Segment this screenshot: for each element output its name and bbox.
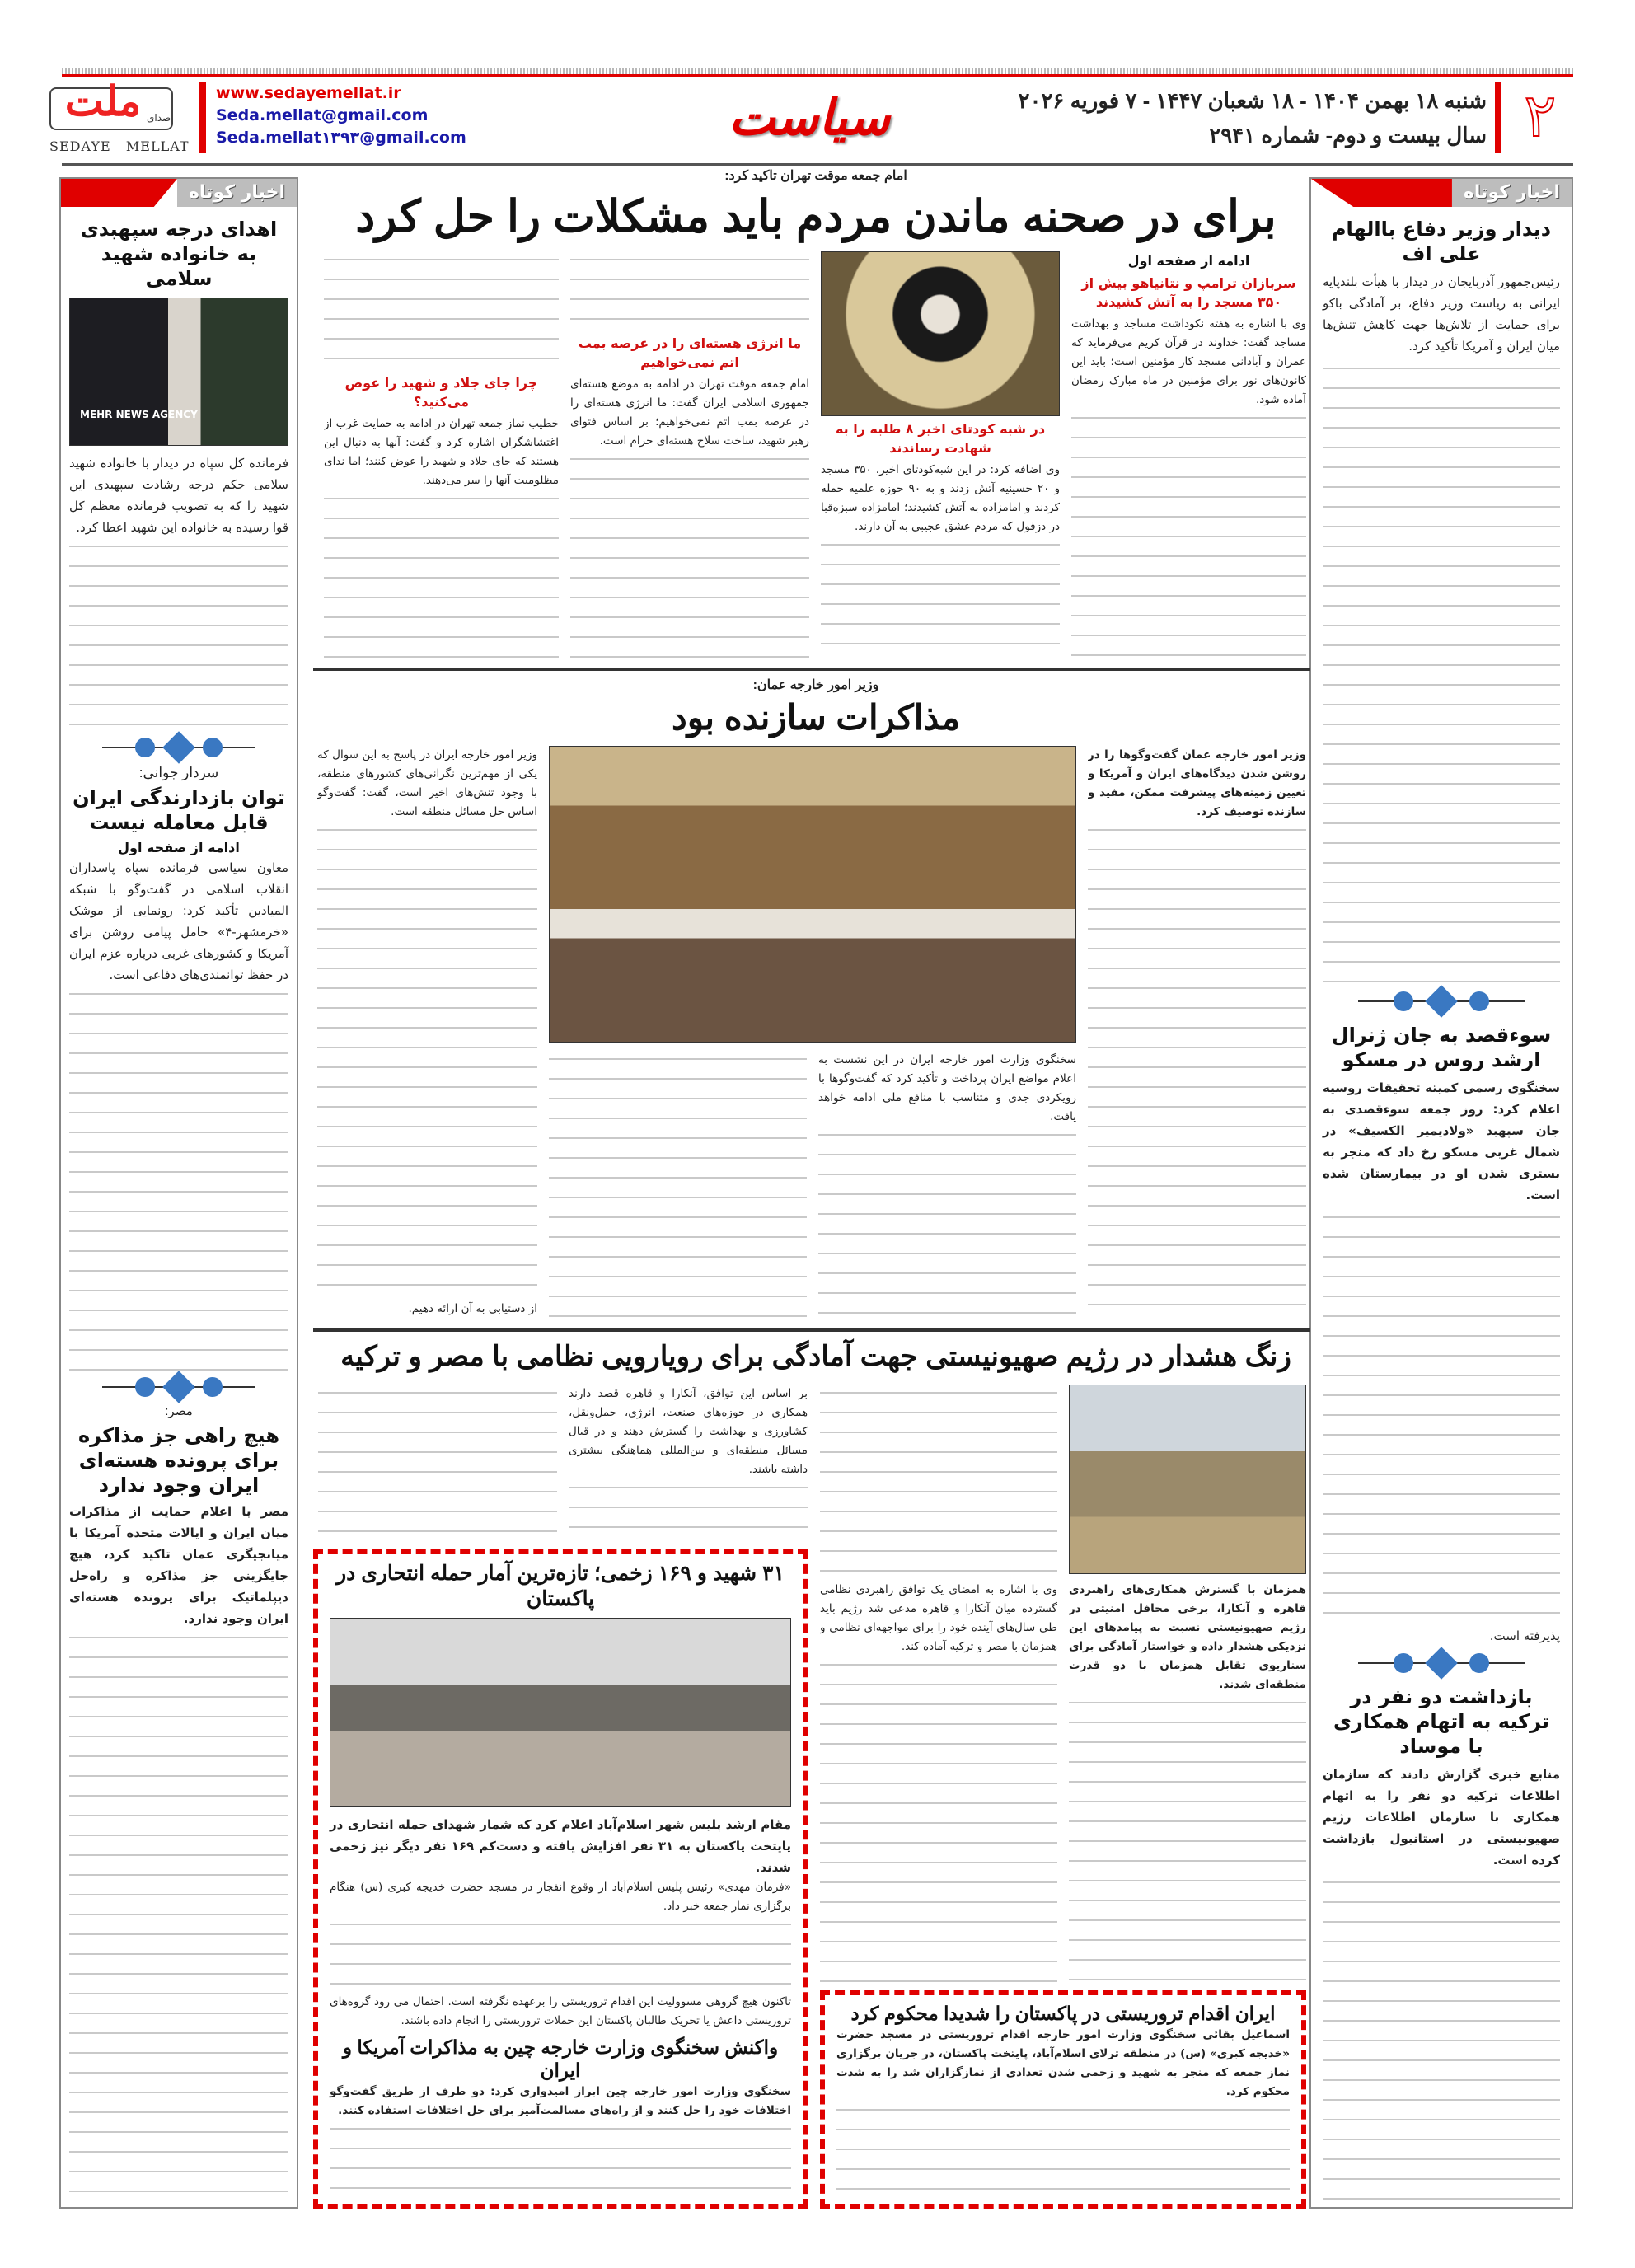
lead-body: وی اضافه کرد: در این شبه‌کودتای اخیر، ۳۵۰ مسجد و ۲۰ حسینیه آتش زدند و به ۹۰ حوزه علمیه حمله کردند و امامزاده به آتش کشیدند؛ امامزاده سبزه‌قبا در دزفول که مردم عشق عجیبی به آن دارند. <box>821 463 1060 533</box>
news-body-tail: پذیرفته است. <box>1489 1628 1560 1643</box>
oman-lead: وزیر امور خارجه عمان گفت‌وگوها را در روشن شدن دیدگاه‌های ایران و آمریکا و تعیین زمینه‌های پیشرفت ممکن، مفید و سازنده توصیف کرد. <box>1088 748 1306 818</box>
israel-column-2 <box>820 1385 1057 1982</box>
section-title: سیاست <box>728 89 890 147</box>
pakistan-caption: مقام ارشد پلیس شهر اسلام‌آباد اعلام کرد که شمار شهدای حمله انتحاری در پایتخت پاکستان به ۳۱ نفر افزایش یافته و دست‌کم ۱۶۹ نفر دیگر نیز زخمی شدند. <box>330 1816 791 1875</box>
oman-column-2 <box>818 1051 1076 1319</box>
article-text-lines <box>1071 410 1306 659</box>
news-headline: بازداشت دو نفر در ترکیه به اتهام همکاری با موساد <box>1333 1685 1550 1758</box>
article-text-lines <box>330 1916 791 1993</box>
oman-sub-columns <box>549 1051 1076 1319</box>
tab-red-stripe <box>1311 179 1452 207</box>
oman-body: سخنگوی وزارت امور خارجه ایران در این نشست به اعلام مواضع ایران پرداخت و تأکید کرد که گفت‌وگوها با رویکردی جدی و متناسب با منافع ملی ادامه خواهد یافت. <box>818 1053 1076 1123</box>
left-sidebar <box>59 177 298 2209</box>
pakistan-box <box>313 1549 808 2209</box>
contacts <box>216 82 466 149</box>
pakistan-body: «فرمان مهدی» رئیس پلیس اسلام‌آباد از وقوع انفجار در مسجد حضرت خدیجه کبری (س) هنگام برگزاری نماز جمعه خبر داد. <box>330 1880 791 1913</box>
oman-tail: از دستیابی به آن ارائه دهیم. <box>408 1302 537 1315</box>
israel-photo <box>1069 1385 1306 1574</box>
china-headline: واکنش سخنگوی وزارت خارجه چین به مذاکرات آمریکا و ایران <box>342 2036 779 2082</box>
condemn-headline: ایران اقدام تروریستی در پاکستان را شدیدا محکوم کرد <box>850 2003 1276 2024</box>
logo-mark: ملت <box>64 77 142 125</box>
israel-columns-right <box>820 1385 1306 1982</box>
article-text-lines <box>569 1479 808 1541</box>
condemn-box <box>820 1990 1306 2209</box>
article-text-lines <box>330 2120 791 2197</box>
lead-subhead-red: سربازان ترامپ و نتانیاهو بیش از ۳۵۰ مسجد را به آتش کشیدند <box>1081 275 1296 310</box>
article-text-lines <box>1323 1874 1560 2207</box>
china-body: سخنگوی وزارت امور خارجه چین ابراز امیدواری کرد: دو طرف از طریق گفت‌وگو اختلافات خود را حل کنند و از راه‌های مسالمت‌آمیز برای حل اختلافات استفاده کنند. <box>330 2085 791 2117</box>
news-body: رئیس‌جمهور آذربایجان در دیدار با هیأت بلندپایه ایرانی به ریاست وزیر دفاع، بر آمادگی باکو برای حمایت از تلاش‌ها جهت کاهش تنش‌ها میان ایران و آمریکا تأکید کرد. <box>1323 274 1560 354</box>
lead-column-2 <box>821 251 1060 659</box>
date-line: شنبه ۱۸ بهمن ۱۴۰۴ - ۱۸ شعبان ۱۴۴۷ - ۷ فوریه ۲۰۲۶ <box>1018 88 1487 113</box>
oman-column-4 <box>317 746 537 1319</box>
lead-headline: برای در صحنه ماندن مردم باید مشکلات را حل کرد <box>355 192 1277 241</box>
article-text-lines <box>69 1629 288 2207</box>
short-news-label: اخبار کوتاه <box>177 179 297 207</box>
continued-label: ادامه از صفحه اول <box>118 839 240 855</box>
continued-label: ادامه از صفحه اول <box>1127 253 1250 269</box>
israel-subhead: همزمان با گسترش همکاری‌های راهبردی قاهره و آنکارا، برخی محافل امنیتی در رژیم صهیونیستی نسبت به پیامدهای این نزدیکی هشدار داده و خواستار آمادگی برای سناریوی تقابل همزمان با دو قدرت منطقه‌ای شدند. <box>1069 1583 1306 1691</box>
news-body: منابع خبری گزارش دادند که سازمان اطلاعات ترکیه دو نفر را به اتهام همکاری با سازمان اطلاعات رژیم صهیونیستی در استانبول بازداشت کرده است. <box>1323 1766 1560 1867</box>
oman-columns <box>317 746 1306 1319</box>
lead-body: امام جمعه موقت تهران در ادامه به موضع هسته‌ای جمهوری اسلامی ایران گفت: ما انرژی هسته‌ای را در عرصه بمب اتم نمی‌خواهیم؛ بر اساس فتوای رهبر شهید، ساخت سلاح هسته‌ای حرام است. <box>570 377 809 448</box>
article-text-lines <box>820 1656 1057 1982</box>
ornament-divider <box>69 1371 288 1403</box>
article-text-lines <box>69 538 288 731</box>
article-text-lines <box>818 1127 1076 1319</box>
israel-headline: زنگ هشدار در رژیم صهیونیستی جهت آمادگی برای رویارویی نظامی با مصر و ترکیه <box>340 1341 1291 1372</box>
right-sidebar <box>1309 177 1573 2209</box>
news-body: سخنگوی رسمی کمیته تحقیقات روسیه اعلام کرد: روز جمعه سوءقصدی به جان سپهبد «ولادیمیر الکسیف» در شمال غربی مسکو رخ داد که منجر به بستری شدن او در بیمارستان شده است. <box>1323 1080 1560 1202</box>
ornament-divider <box>1323 985 1560 1018</box>
article-text-lines <box>1323 1209 1560 1625</box>
pakistan-photo <box>330 1618 791 1807</box>
news-body: معاون سیاسی فرمانده سپاه پاسداران انقلاب اسلامی در گفت‌وگو با شبکه المیادین تأکید کرد: رونمایی از موشک «خرمشهر-۴» حامل پیامی روشن برای آمریکا و کشورهای غربی درباره عزم ایران در حفظ توانمندی‌های دفاعی است. <box>69 860 288 982</box>
ornament-divider <box>1323 1647 1560 1680</box>
lead-body: خطیب نماز جمعه تهران در ادامه به حمایت غرب از اغتشاشگران اشاره کرد و گفت: آنها به دنبال این هستند که جای جلاد و شهید را عوض کنند؛ اما ندای مظلومیت آنها را سر می‌دهند. <box>324 417 559 487</box>
news-kicker: مصر: <box>165 1404 193 1419</box>
section-rule <box>313 1328 1310 1332</box>
logo-small-text: صدای <box>147 112 171 124</box>
newspaper-logo <box>49 76 190 162</box>
news-headline: سوءقصد به جان ژنرال ارشد روس در مسکو <box>1331 1023 1552 1071</box>
israel-columns-left <box>317 1385 808 1541</box>
article-text-lines <box>1069 1694 1306 1982</box>
israel-body: بر اساس این توافق، آنکارا و قاهره قصد دارند همکاری در حوزه‌های صنعت، انرژی، حمل‌ونقل، کشاورزی و بهداشت را گسترش دهند و در قبال مسائل منطقه‌ای و بین‌المللی هماهنگی بیشتری داشته باشند. <box>569 1387 808 1476</box>
masthead-red-bar <box>1495 82 1501 153</box>
article-text-lines <box>324 490 559 659</box>
article-text-lines <box>317 822 537 1300</box>
photo-credit: MEHR NEWS AGENCY <box>80 409 198 420</box>
news-headline: اهدای درجه سپهبدی به خانواده شهید سلامی <box>80 218 278 290</box>
lead-subhead-red-3: چرا جای جلاد و شهید را عوض می‌کنید؟ <box>344 375 538 410</box>
masthead-ruler <box>62 68 1573 74</box>
lead-column-3 <box>570 251 809 659</box>
lead-kicker: امام جمعه موقت تهران تاکید کرد: <box>724 169 907 183</box>
masthead-red-line <box>62 74 1573 77</box>
lead-column-1 <box>1071 251 1306 659</box>
website-link[interactable]: www.sedayemellat.ir <box>216 84 401 102</box>
pakistan-headline: ۳۱ شهید و ۱۶۹ زخمی؛ تازه‌ترین آمار حمله انتحاری در پاکستان <box>336 1562 785 1611</box>
article-text-lines <box>821 537 1060 659</box>
lead-column-4 <box>324 251 559 659</box>
masthead-rule <box>62 163 1573 166</box>
logo-latin-text: SEDAYE MELLAT <box>49 138 190 154</box>
issue-line: سال بیست و دوم- شماره ۲۹۴۱ <box>1209 123 1487 148</box>
oman-body: وزیر امور خارجه ایران در پاسخ به این سوال که یکی از مهم‌ترین نگرانی‌های کشورهای منطقه، با وجود تنش‌های اخیر است، گفت: گفت‌وگو اساس حل مسائل منطقه است. <box>317 748 537 818</box>
oman-photo <box>549 746 1076 1043</box>
news-headline: دیدار وزیر دفاع باالهام علی اف <box>1331 218 1552 265</box>
email-link-1[interactable]: Seda.mellat@gmail.com <box>216 106 429 124</box>
page-number: ۲ <box>1524 81 1557 150</box>
article-text-lines <box>318 1385 557 1541</box>
pakistan-body-2: تاکنون هیچ گروهی مسوولیت این اقدام تروریستی را برعهده نگرفته است. احتمال می رود گروه‌های تروریستی داعش یا تحریک طالبان پاکستان این حملات تروریستی را انجام داده باشند. <box>330 1994 791 2027</box>
condemn-body: اسماعیل بقائی سخنگوی وزارت امور خارجه اقدام تروریستی در مسجد حضرت «خدیجه کبری» (س) در منطقه ترلای اسلام‌آباد، پایتخت پاکستان، در جریان برگزاری نماز جمعه که منجر به شهید و زخمی شدن تعدادی از نمازگزاران شد را به شدت محکوم کرد. <box>836 2027 1290 2098</box>
israel-body: وی با اشاره به امضای یک توافق راهبردی نظامی گسترده میان آنکارا و قاهره مدعی شد رژیم باید طی سال‌های آینده خود را برای مواجهه‌ای نظامی و همزمان با مصر و ترکیه آماده کند. <box>820 1583 1057 1653</box>
article-text-lines <box>836 2102 1290 2197</box>
lead-subhead-bold: ما انرژی هسته‌ای را در عرصه بمب اتم نمی‌خواهیم <box>578 335 802 370</box>
article-text-lines <box>324 251 559 370</box>
email-link-2[interactable]: Seda.mellat۱۳۹۳@gmail.com <box>216 129 466 147</box>
oman-center <box>549 746 1076 1319</box>
article-text-lines <box>1323 360 1560 985</box>
news-body: مصر با اعلام حمایت از مذاکرات میان ایران و ایالات متحده آمریکا با میانجیگری عمان تاکید کرد، هیچ جایگزینی جز مذاکره و راه‌حل دیپلماتیک برای پرونده هسته‌ای ایران وجود ندارد. <box>69 1503 288 1626</box>
israel-column-1 <box>1069 1385 1306 1982</box>
lead-subhead-red-2: در شبه کودتای اخیر ۸ طلبه را به شهادت رساندند <box>835 421 1046 456</box>
israel-column-4 <box>318 1385 557 1541</box>
ornament-divider <box>69 731 288 764</box>
lead-body: وی با اشاره به هفته نکوداشت مساجد و بهداشت مساجد گفت: خداوند در قرآن کریم می‌فرماید که عمران و آبادانی مسجد کار مؤمنین است؛ باید این کانون‌های نور برای مؤمنین در ماه مبارک رمضان آماده شود. <box>1071 317 1306 406</box>
tab-red-stripe <box>61 179 177 207</box>
news-kicker: سردار جوانی: <box>138 764 219 780</box>
lead-columns <box>317 251 1306 659</box>
article-text-lines <box>549 1051 807 1319</box>
oman-column-3 <box>549 1051 807 1319</box>
news-photo <box>69 298 288 446</box>
news-headline: توان بازدارندگی ایران قابل معامله نیست <box>73 785 285 834</box>
short-news-label: اخبار کوتاه <box>1452 179 1572 207</box>
article-text-lines <box>570 451 809 659</box>
short-news-tab <box>1311 179 1572 207</box>
section-rule <box>313 668 1310 671</box>
article-text-lines <box>1088 822 1306 1319</box>
news-headline: هیچ راهی جز مذاکره برای پرونده هسته‌ای ایران وجود ندارد <box>78 1423 279 1497</box>
article-text-lines <box>69 986 288 1371</box>
contacts-red-bar <box>199 82 206 153</box>
oman-headline: مذاکرات سازنده بود <box>671 698 961 737</box>
oman-kicker: وزیر امور خارجه عمان: <box>752 678 879 692</box>
article-text-lines <box>570 251 809 330</box>
short-news-tab <box>61 179 297 207</box>
israel-column-3 <box>569 1385 808 1541</box>
oman-column-1 <box>1088 746 1306 1319</box>
lead-photo <box>821 251 1060 416</box>
news-body: فرمانده کل سپاه در دیدار با خانواده شهید سلامی حکم درجه رشادت سپهبدی این شهید را که به تصویب فرمانده معظم کل قوا رسیده به خانواده این شهید اعطا کرد. <box>69 456 288 535</box>
article-text-lines <box>820 1385 1057 1574</box>
